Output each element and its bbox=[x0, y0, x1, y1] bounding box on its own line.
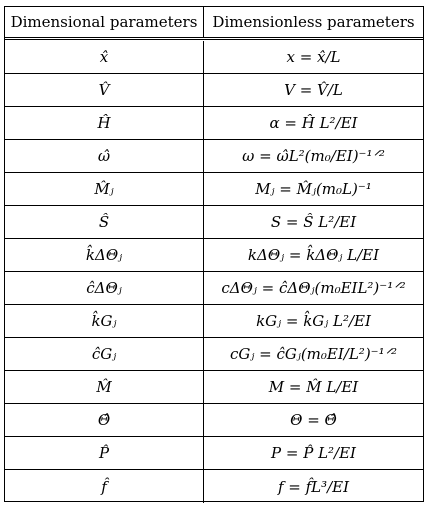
parameter-table bbox=[4, 6, 424, 502]
table-row bbox=[5, 173, 423, 206]
table-row bbox=[5, 371, 423, 404]
dimensionless-cell: α = Ĥ L²/EI bbox=[269, 114, 358, 132]
dimensionless-cell: V = V̂/L bbox=[284, 81, 343, 99]
dimensionless-cell: Θ = Θ̂ bbox=[290, 411, 337, 429]
header-double-rule bbox=[5, 39, 423, 40]
dimensional-cell: P̂ bbox=[5, 437, 204, 469]
table-row bbox=[5, 206, 423, 239]
dimensional-cell: Θ̂ bbox=[5, 404, 204, 436]
table-row bbox=[5, 239, 423, 272]
dimensional-cell: f̂ bbox=[5, 470, 204, 503]
dimensionless-cell: ω = ω̂L²(m₀/EI)⁻¹ᐟ² bbox=[242, 147, 385, 165]
dimensional-cell: k̂Gⱼ bbox=[5, 305, 204, 337]
dimensional-cell: Ĥ bbox=[5, 107, 204, 139]
dimensional-cell: M̂ⱼ bbox=[5, 173, 204, 205]
table-row bbox=[5, 107, 423, 140]
table-row bbox=[5, 338, 423, 371]
header-dimensionless: Dimensionless parameters bbox=[212, 13, 415, 31]
dimensional-cell: ĉΔΘⱼ bbox=[5, 272, 204, 304]
table-row bbox=[5, 305, 423, 338]
table-row bbox=[5, 140, 423, 173]
table-row bbox=[5, 272, 423, 305]
dimensional-cell: k̂ΔΘⱼ bbox=[5, 239, 204, 271]
dimensionless-cell: M = M̂ L/EI bbox=[268, 378, 359, 396]
dimensionless-cell: Mⱼ = M̂ⱼ(m₀L)⁻¹ bbox=[255, 180, 372, 198]
dimensionless-cell: f = f̂L³/EI bbox=[277, 477, 350, 496]
dimensionless-cell: kGⱼ = k̂Gⱼ L²/EI bbox=[256, 312, 371, 330]
dimensionless-cell: cGⱼ = ĉGⱼ(m₀EI/L²)⁻¹ᐟ² bbox=[230, 345, 397, 363]
dimensional-cell: ĉGⱼ bbox=[5, 338, 204, 370]
table-header bbox=[5, 7, 423, 38]
dimensionless-cell: x = x̂/L bbox=[286, 48, 341, 66]
table-row bbox=[5, 437, 423, 470]
dimensionless-cell: kΔΘⱼ = k̂ΔΘⱼ L/EI bbox=[247, 246, 380, 264]
table-row bbox=[5, 74, 423, 107]
header-dimensional: Dimensional parameters bbox=[5, 7, 204, 37]
table-body bbox=[5, 41, 423, 501]
dimensional-cell: x̂ bbox=[5, 41, 204, 73]
table-row bbox=[5, 470, 423, 503]
table-row bbox=[5, 404, 423, 437]
dimensionless-cell: S = Ŝ L²/EI bbox=[270, 213, 357, 231]
dimensionless-cell: cΔΘⱼ = ĉΔΘⱼ(m₀EIL²)⁻¹ᐟ² bbox=[221, 279, 406, 297]
dimensional-cell: V̂ bbox=[5, 74, 204, 106]
dimensionless-cell: P = P̂ L²/EI bbox=[271, 444, 356, 462]
table-row bbox=[5, 41, 423, 74]
dimensional-cell: Ŝ bbox=[5, 206, 204, 238]
dimensional-cell: M̂ bbox=[5, 371, 204, 403]
dimensional-cell: ω̂ bbox=[5, 140, 204, 172]
